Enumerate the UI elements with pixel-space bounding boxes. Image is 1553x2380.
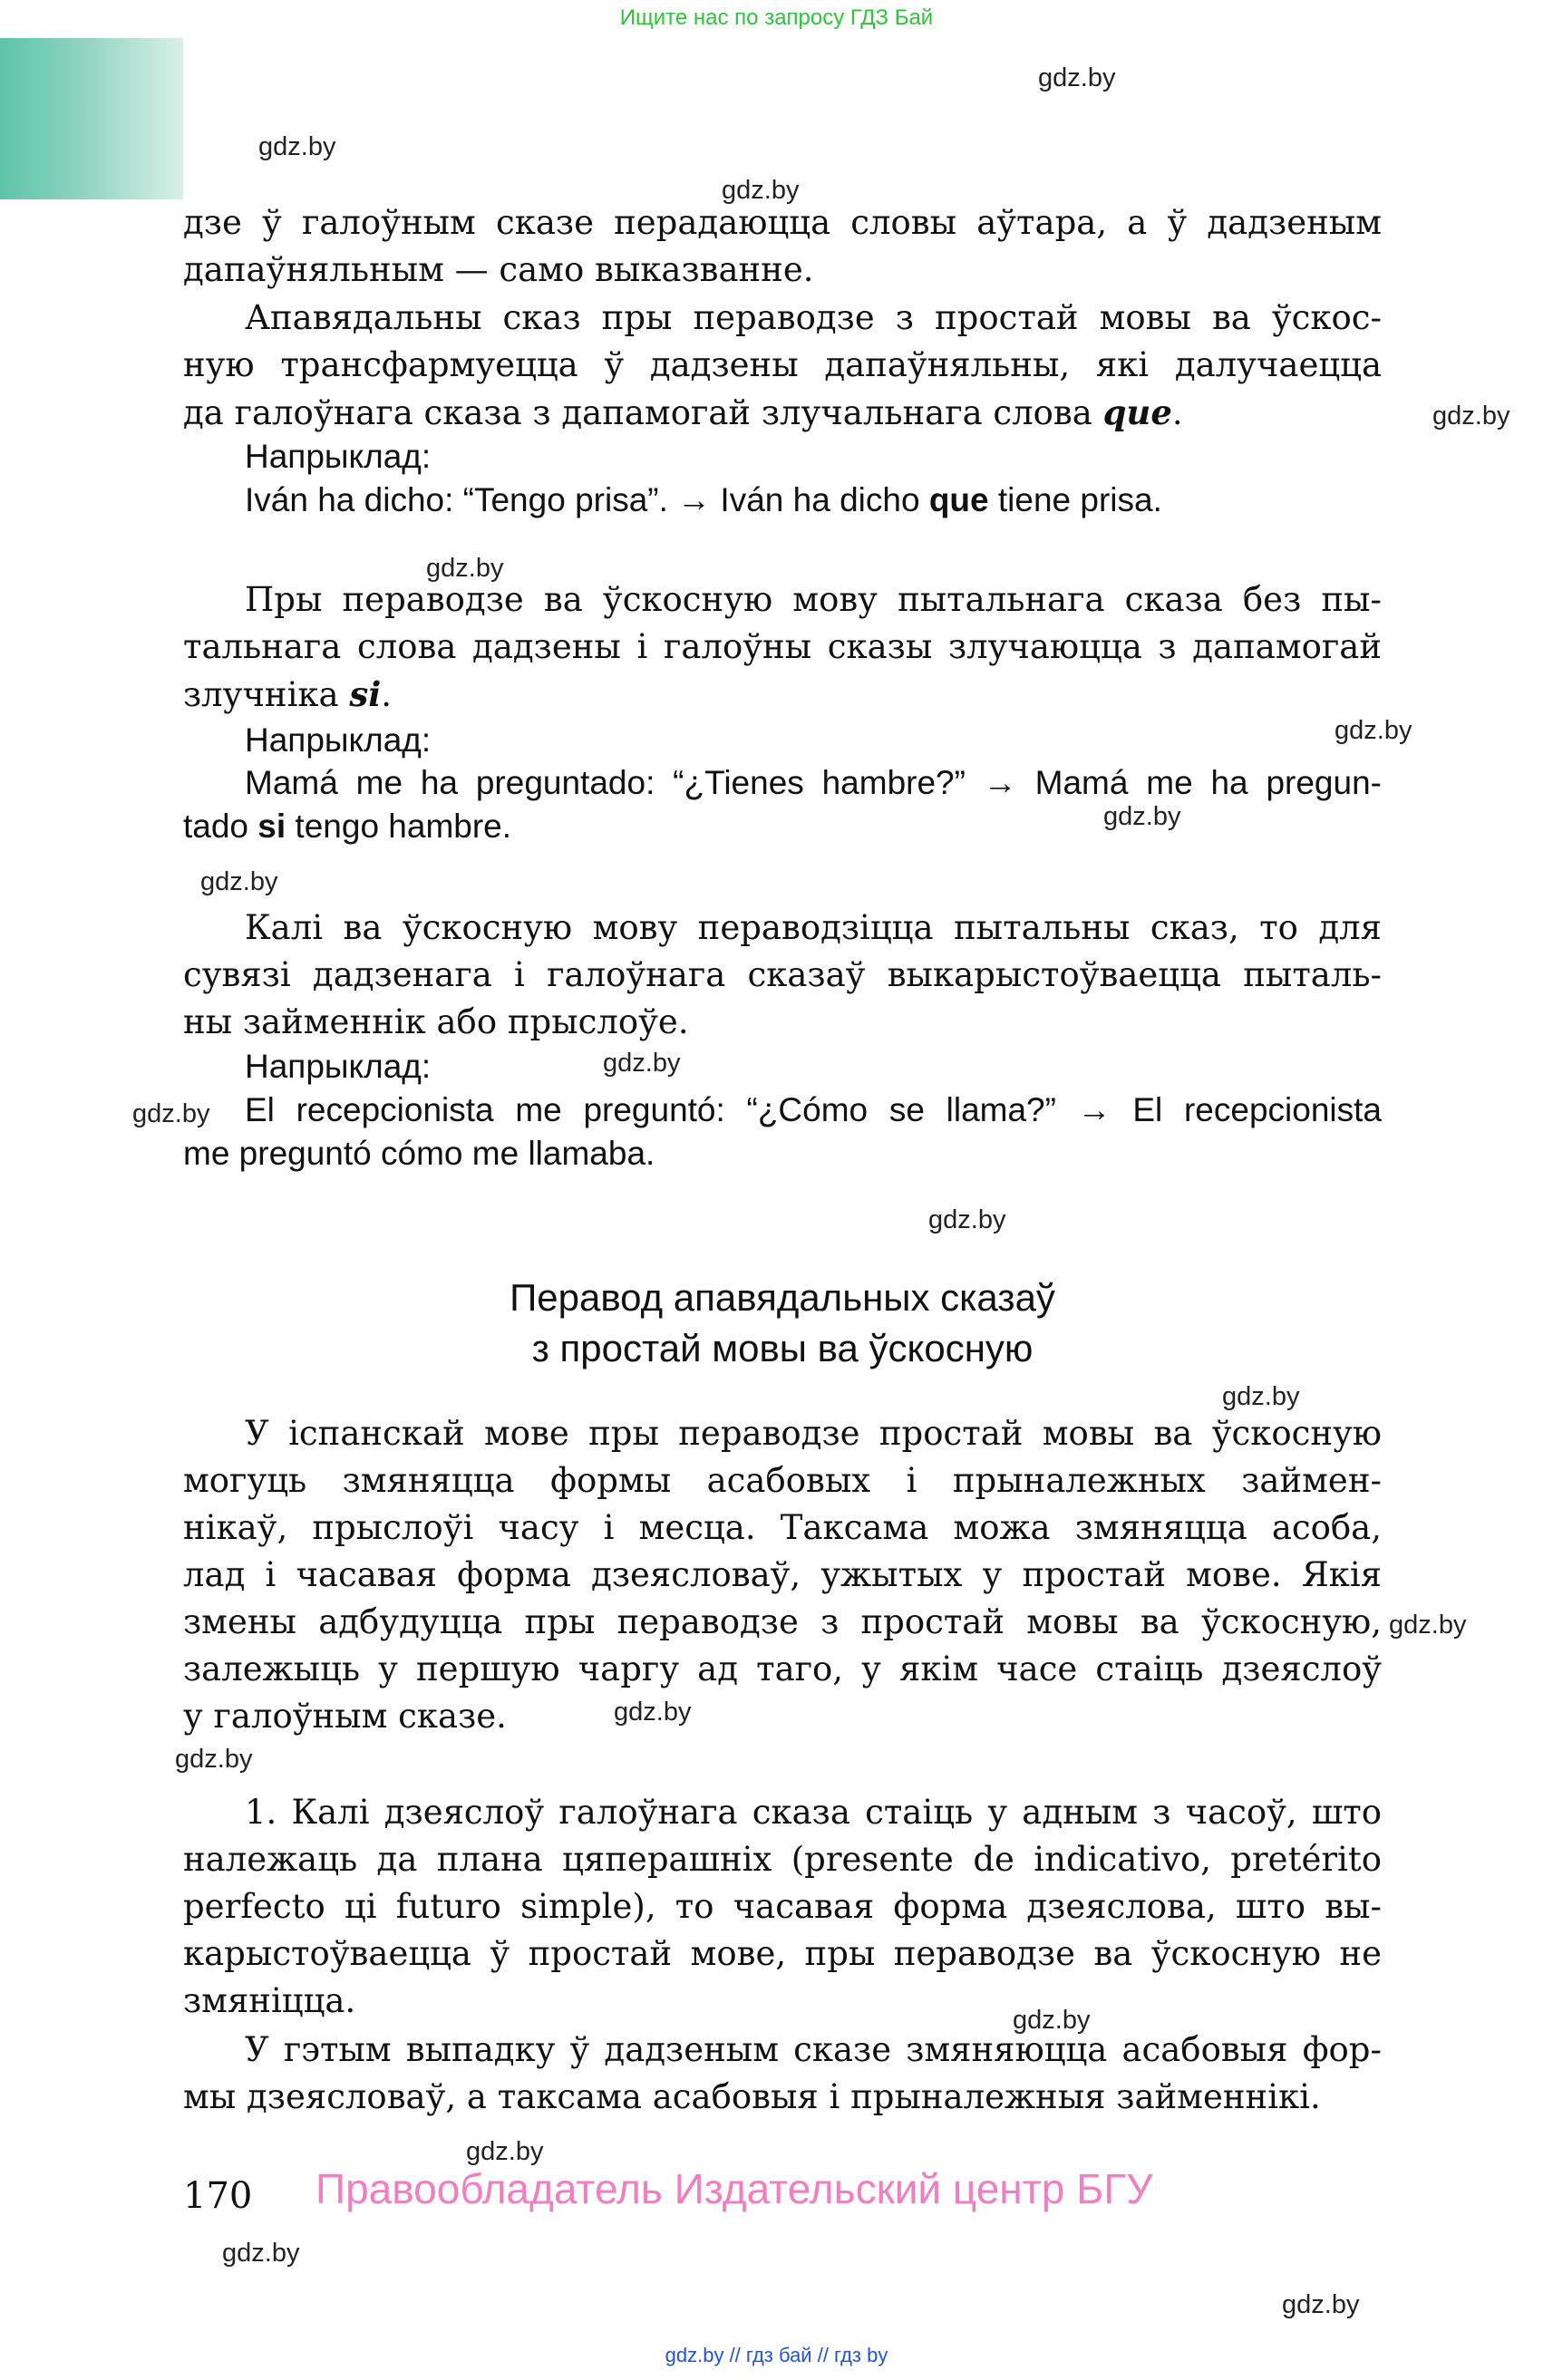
watermark: gdz.by — [1222, 1382, 1300, 1411]
paragraph-1-line-1: дзе ў галоўным сказе перадаюцца словы аўтара, а ў дадзеным — [183, 203, 1382, 242]
example-label: Напрыклад: — [245, 438, 432, 475]
paragraph-5-line-6: залежыць у першую чаргу ад таго, у якім часе стаіць дзеяслоў — [183, 1650, 1382, 1688]
example-label: Напрыклад: — [245, 721, 432, 759]
paragraph-5-line-5: змены адбудуцца пры пераводзе з простай мовы ва ўскосную, — [183, 1602, 1382, 1641]
text: Iván ha dicho: “Tengo prisa”. → Iván ha dicho — [245, 481, 929, 518]
watermark: gdz.by — [603, 1049, 681, 1078]
watermark: gdz.by — [1038, 63, 1116, 92]
watermark: gdz.by — [1389, 1611, 1467, 1640]
paragraph-6-line-5: змяніцца. — [183, 1981, 356, 2020]
section-heading-line-1: Перавод апавядальных сказаў — [510, 1276, 1055, 1319]
watermark: gdz.by — [1103, 802, 1181, 831]
text: злучніка — [183, 675, 350, 714]
example-3-line-1: El recepcionista me preguntó: “¿Cómo se llama?” → El recepcionista — [245, 1091, 1382, 1128]
watermark: gdz.by — [1432, 402, 1510, 431]
top-banner: Ищите нас по запросу ГДЗ Бай — [619, 5, 934, 30]
corner-color-block — [0, 38, 183, 199]
text: . — [1171, 393, 1183, 432]
paragraph-5-line-1: У іспанскай мове пры пераводзе простай мовы ва ўскосную — [245, 1414, 1382, 1453]
watermark: gdz.by — [175, 1745, 253, 1774]
watermark: gdz.by — [1282, 2290, 1360, 2319]
footer-links: gdz.by // гдз бай // гдз by — [665, 2344, 888, 2366]
example-3-line-2: me preguntó cómo me llamaba. — [183, 1135, 655, 1172]
keyword-que: que — [928, 481, 989, 518]
watermark: gdz.by — [258, 132, 336, 161]
paragraph-3-line-2: тальнага слова дадзены і галоўны сказы злучаюцца з дапамогай — [183, 627, 1382, 666]
paragraph-1-line-2: дапаўняльным — само выказванне. — [183, 250, 814, 289]
paragraph-5-line-2: могуць змяняцца формы асабовых і прыналежных займен- — [183, 1461, 1382, 1500]
watermark: gdz.by — [722, 176, 800, 205]
paragraph-5-line-7: у галоўным сказе. — [183, 1697, 507, 1736]
watermark: gdz.by — [1335, 716, 1412, 745]
paragraph-5-line-4: лад і часавая форма дзеясловаў, ужытых у простай мове. Якія — [183, 1555, 1382, 1594]
text: да галоўнага сказа з дапамогай злучальнага слова — [183, 393, 1103, 432]
section-heading-line-2: з простай мовы ва ўскосную — [531, 1327, 1034, 1369]
watermark: gdz.by — [614, 1698, 692, 1727]
example-2-line-1: Mamá me ha preguntado: “¿Tienes hambre?” → Mamá me ha pregun- — [245, 764, 1382, 801]
example-1 — [245, 481, 1162, 519]
watermark: gdz.by — [426, 554, 504, 583]
paragraph-5-line-3: нікаў, прыслоўі часу і месца. Таксама можа змяняцца асоба, — [183, 1508, 1382, 1547]
paragraph-4-line-2: сувязі дадзенага і галоўнага сказаў выкарыстоўваецца пыталь- — [183, 955, 1382, 994]
text: tiene prisa. — [988, 481, 1162, 518]
paragraph-3-line-1: Пры пераводзе ва ўскосную мову пытальнага сказа без пы- — [245, 580, 1382, 619]
paragraph-4-line-1: Калі ва ўскосную мову пераводзіцца пытальны сказ, то для — [245, 908, 1382, 947]
watermark: gdz.by — [132, 1099, 210, 1128]
paragraph-6-line-3: perfecto ці futuro simple), то часавая форма дзеяслова, што вы- — [183, 1887, 1382, 1926]
paragraph-6-line-4: карыстоўваецца ў простай мове, пры пераводзе ва ўскосную не — [183, 1934, 1382, 1973]
watermark: gdz.by — [466, 2137, 544, 2166]
watermark: gdz.by — [1013, 2006, 1091, 2035]
example-label: Напрыклад: — [245, 1048, 432, 1085]
copyright-notice: Правообладатель Издательский центр БГУ — [315, 2165, 1153, 2212]
keyword-si: si — [349, 674, 382, 714]
keyword-que: que — [1102, 392, 1172, 432]
example-2-line-2 — [183, 808, 511, 846]
paragraph-7-line-1: У гэтым выпадку ў дадзеным сказе змяняюцца асабовыя фор- — [245, 2030, 1382, 2069]
keyword-si: si — [257, 808, 286, 845]
paragraph-6-line-1: 1. Калі дзеяслоў галоўнага сказа стаіць у адным з часоў, што — [245, 1793, 1382, 1832]
page-number: 170 — [183, 2175, 253, 2217]
text: . — [381, 675, 393, 714]
paragraph-2-line-3 — [183, 392, 1183, 432]
paragraph-3-line-3 — [183, 674, 392, 714]
paragraph-2-line-2: ную трансфармуецца ў дадзены дапаўняльны, які далучаецца — [183, 345, 1382, 384]
paragraph-2-line-1: Апавядальны сказ пры пераводзе з простай мовы ва ўскос- — [245, 298, 1382, 337]
watermark: gdz.by — [222, 2239, 300, 2268]
watermark: gdz.by — [928, 1205, 1006, 1234]
watermark: gdz.by — [200, 867, 278, 896]
text: tado — [183, 808, 258, 845]
paragraph-4-line-3: ны займеннік або прыслоўе. — [183, 1002, 689, 1041]
text: tengo hambre. — [286, 808, 512, 845]
paragraph-7-line-2: мы дзеясловаў, а таксама асабовыя і прыналежныя займеннікі. — [183, 2077, 1321, 2116]
paragraph-6-line-2: належаць да плана цяперашніх (presente de indicativo, pretérito — [183, 1840, 1382, 1879]
